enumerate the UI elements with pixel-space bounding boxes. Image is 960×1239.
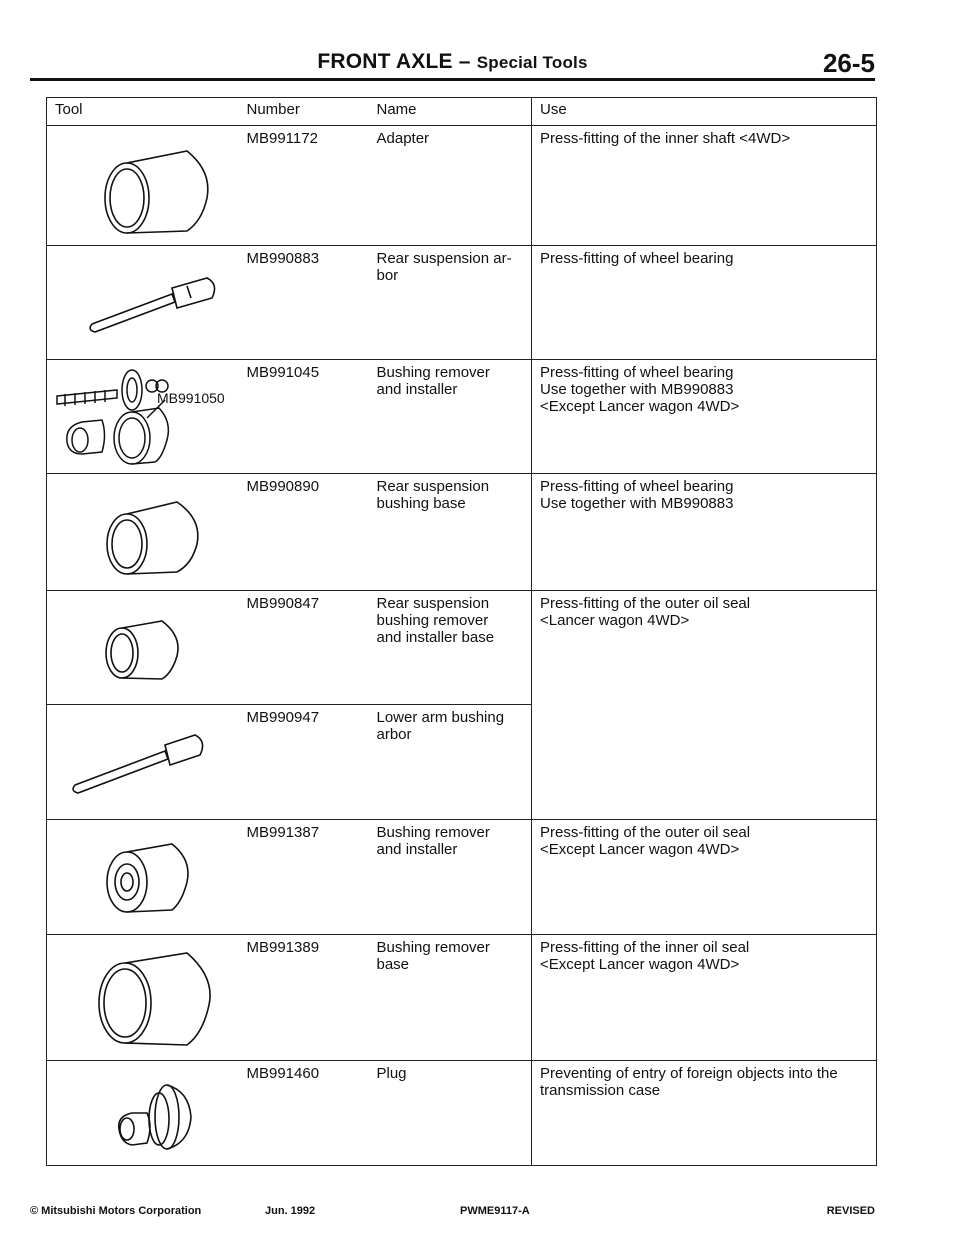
table-row <box>47 360 877 474</box>
tool-use <box>532 935 877 1061</box>
tool-name: Adapter <box>377 126 532 246</box>
tool-image-cell <box>47 246 247 360</box>
page-title <box>30 50 875 74</box>
col-header-use: Use <box>532 98 877 126</box>
tool-use <box>532 360 877 474</box>
installer-base-icon <box>47 591 247 705</box>
bushing-remover-installer-icon <box>47 360 247 474</box>
use-line: Preventing of entry of foreign objects into the <box>540 1065 838 1082</box>
table-row <box>47 246 877 360</box>
use-line: Press-fitting of wheel bearing <box>540 250 734 267</box>
special-tools-table <box>46 97 877 1166</box>
tool-name: Bushing remover and installer <box>377 360 532 474</box>
lower-arm-arbor-icon <box>47 705 247 820</box>
section-subtitle: Special Tools <box>476 53 588 72</box>
use-line: Press-fitting of wheel bearing <box>540 478 734 495</box>
tool-use <box>532 246 877 360</box>
header-rule <box>30 78 875 81</box>
tool-number: MB990883 <box>247 246 377 360</box>
footer-code: PWME9117-A <box>460 1205 530 1217</box>
title-dash: – <box>452 50 477 73</box>
use-line: Use together with MB990883 <box>540 381 734 398</box>
tool-name: Plug <box>377 1061 532 1166</box>
tool-use <box>532 126 877 246</box>
footer-status: REVISED <box>826 1205 875 1217</box>
tool-number: MB991045 <box>247 360 377 474</box>
tool-number: MB991389 <box>247 935 377 1061</box>
tool-number: MB991387 <box>247 820 377 935</box>
tool-image-cell <box>47 820 247 935</box>
col-header-number: Number <box>247 98 377 126</box>
remover-base-icon <box>47 935 247 1061</box>
tool-name: Rear suspension bushing remover and installer base <box>377 591 532 705</box>
table-row <box>47 474 877 591</box>
tool-number: MB990847 <box>247 591 377 705</box>
table-row <box>47 591 877 705</box>
tool-image-cell <box>47 360 247 474</box>
tool-image-cell <box>47 591 247 705</box>
use-line: Press-fitting of the outer oil seal <box>540 595 751 612</box>
tool-image-cell <box>47 474 247 591</box>
use-line: Press-fitting of the inner oil seal <box>540 939 750 956</box>
tool-use <box>532 474 877 591</box>
bushing-installer-icon <box>47 820 247 935</box>
col-header-tool: Tool <box>47 98 247 126</box>
table-row <box>47 126 877 246</box>
table-header-row <box>47 98 877 126</box>
table-row <box>47 820 877 935</box>
tool-image-cell <box>47 126 247 246</box>
footer-copyright: © Mitsubishi Motors Corporation <box>30 1205 202 1217</box>
adapter-cylinder-icon <box>47 126 247 246</box>
tool-name: Bushing remover base <box>377 935 532 1061</box>
tool-name: Bushing remover and installer <box>377 820 532 935</box>
tool-image-cell <box>47 1061 247 1166</box>
col-header-name: Name <box>377 98 532 126</box>
tool-use <box>532 591 877 820</box>
page-header <box>30 50 875 76</box>
section-title: FRONT AXLE <box>317 50 453 73</box>
tool-name: Rear suspension ar- bor <box>377 246 532 360</box>
tool-number: MB991460 <box>247 1061 377 1166</box>
use-line: <Lancer wagon 4WD> <box>540 612 690 629</box>
tool-image-cell <box>47 705 247 820</box>
tool-number: MB991172 <box>247 126 377 246</box>
use-line: <Except Lancer wagon 4WD> <box>540 956 740 973</box>
use-line: Press-fitting of the inner shaft <4WD> <box>540 130 791 147</box>
use-line: transmission case <box>540 1082 661 1099</box>
tool-name: Rear suspension bushing base <box>377 474 532 591</box>
table-row <box>47 1061 877 1166</box>
use-line: Use together with MB990883 <box>540 495 734 512</box>
tool-image-cell <box>47 935 247 1061</box>
page-number: 26-5 <box>822 48 875 78</box>
tool-use <box>532 820 877 935</box>
sub-tool-label: MB991050 <box>157 390 225 406</box>
use-line: Press-fitting of the outer oil seal <box>540 824 751 841</box>
footer-date: Jun. 1992 <box>265 1205 316 1217</box>
use-line: <Except Lancer wagon 4WD> <box>540 398 740 415</box>
tool-number: MB990947 <box>247 705 377 820</box>
table-row <box>47 935 877 1061</box>
bushing-base-icon <box>47 474 247 591</box>
plug-icon <box>47 1061 247 1166</box>
tool-number: MB990890 <box>247 474 377 591</box>
use-line: Press-fitting of wheel bearing <box>540 364 734 381</box>
use-line: <Except Lancer wagon 4WD> <box>540 841 740 858</box>
tool-name: Lower arm bushing arbor <box>377 705 532 820</box>
arbor-rod-icon <box>47 246 247 360</box>
tool-use <box>532 1061 877 1166</box>
